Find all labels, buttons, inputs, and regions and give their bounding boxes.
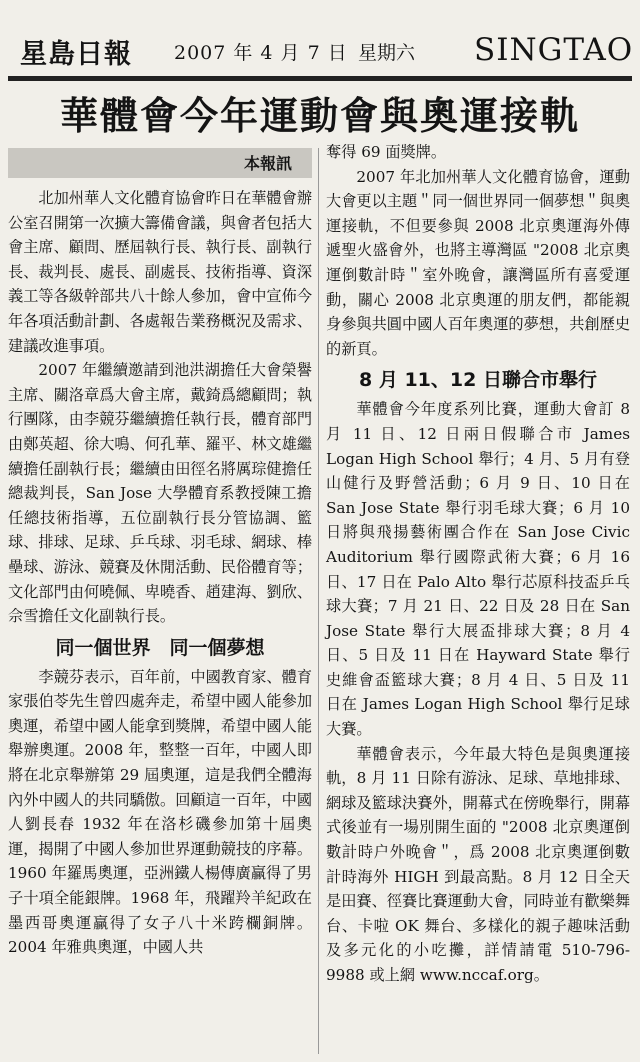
paragraph: 2007 年北加州華人文化體育協會，運動大會更以主題＂同一個世界同一個夢想＂與奧運接軌，不但要參與 2008 北京奧運海外傳遞聖火盛會外，也將主導灣區 "2008 北京奧運倒數計時＂室外晚會，讓灣區所有喜愛運動，關心 2008 北京奧運的朋友們，都能親身參與共圓中國人百年奧運的夢想，共創歷史的新頁。 [326, 167, 630, 358]
publication-weekday: 星期六 [358, 42, 416, 64]
newspaper-name: 星島日報 [20, 39, 132, 70]
subheading: 8 月 11、12 日聯合市舉行 [359, 369, 597, 392]
paragraph: 奪得 69 面獎牌。 [326, 143, 447, 161]
article-column-left [8, 148, 312, 960]
masthead [8, 28, 632, 74]
subheading: 同一個世界 同一個夢想 [55, 636, 265, 659]
masthead-rule [8, 76, 632, 81]
paragraph: 華體會表示，今年最大特色是與奧運接軌，8 月 11 日除有游泳、足球、草地排球、網球及籃球決賽外，開幕式在傍晚舉行，開幕式後並有一場別開生面的 "2008 北京奧運倒數計時户外晚會＂，爲 2008 北京奧運倒數計時海外 HIGH 到最高點。8 月 12 日全天是田賽、徑賽比賽運動大會，同時並有歡樂舞台、卡啦 OK 舞台、多樣化的親子趣味活動及多元化的小吃攤，詳情請電 510-796-9988 或上網 www.nccaf.org。 [326, 744, 630, 984]
article-column-right [326, 140, 630, 988]
byline: 本報訊 [243, 154, 292, 173]
brand-logo-text: SINGTAO [474, 32, 634, 68]
paragraph: 李競芬表示，百年前，中國教育家、體育家張伯苓先生曾四處奔走，希望中國人能參加奧運，希望中國人能拿到獎牌，希望中國人能舉辦奧運。2008 年，整整一百年，中國人即將在北京舉辦第 29 屆奧運，這是我們全體海內外中國人的共同驕傲。回顧這一百年，中國人劉長春 1932 年在洛杉磯參加第十屆奧運，揭開了中國人參加世界運動競技的序幕。1960 年羅馬奧運，亞洲鐵人楊傳廣贏得了男子十項全能銀牌。1968 年，飛躍羚羊紀政在墨西哥奧運贏得了女子八十米跨欄銅牌。2004 年雅典奧運，中國人共 [8, 667, 312, 957]
paragraph: 北加州華人文化體育協會昨日在華體會辦公室召開第一次擴大籌備會議，與會者包括大會主席、顧問、歷屆執行長、執行長、副執行長、裁判長、處長、副處長、技術指導、資深義工等各級幹部共八十餘人參加，會中宣佈今年各項活動計劃、各處報告業務概況及需求、建議改進事項。 [8, 189, 312, 355]
paragraph: 2007 年繼續邀請到池洪湖擔任大會榮譽主席、關洛章爲大會主席，戴錡爲總顧問；執行團隊，由李競芬繼續擔任執行長，體育部門由鄭英超、徐大鳴、何孔華、羅平、林文雄繼續擔任副執行長；繼續由田徑名將厲琮健擔任總裁判長，San Jose 大學體育系教授陳工擔任總技術指導，五位副執行長分管協調、籃球、排球、足球、乒乓球、羽毛球、網球、棒壘球、游泳、競賽及休閒活動、民俗體育等；文化部門由何曉佩、卑曉香、趙建海、劉欣、佘雪擔任文化副執行長。 [8, 361, 312, 626]
paragraph: 華體會今年度系列比賽，運動大會訂 8 月 11 日、12 日兩日假聯合市 James Logan High School 舉行；4 月、5 月有登山健行及野營活動；6 月 9 日、10 日在 San Jose State 舉行羽毛球大賽；6 月 10 日將與飛揚藝術團合作在 San Jose Civic Auditorium 舉行國際武術大賽；6 月 16 日、17 日在 Palo Alto 舉行芯原科技盃乒乓球大賽；7 月 21 日、22 日及 28 日在 San Jose State 舉行大展盃排球大賽；8 月 4 日、5 日及 11 日在 Hayward State 舉行史維會盃籃球大賽；8 月 4 日、5 日及 11 日在 James Logan High School 舉行足球大賽。 [326, 400, 630, 739]
byline-bar [8, 148, 312, 178]
article-headline: 華體會今年運動會與奧運接軌 [59, 94, 580, 138]
publication-date: 2007 年 4 月 7 日 [174, 42, 348, 64]
column-divider [318, 148, 319, 1054]
